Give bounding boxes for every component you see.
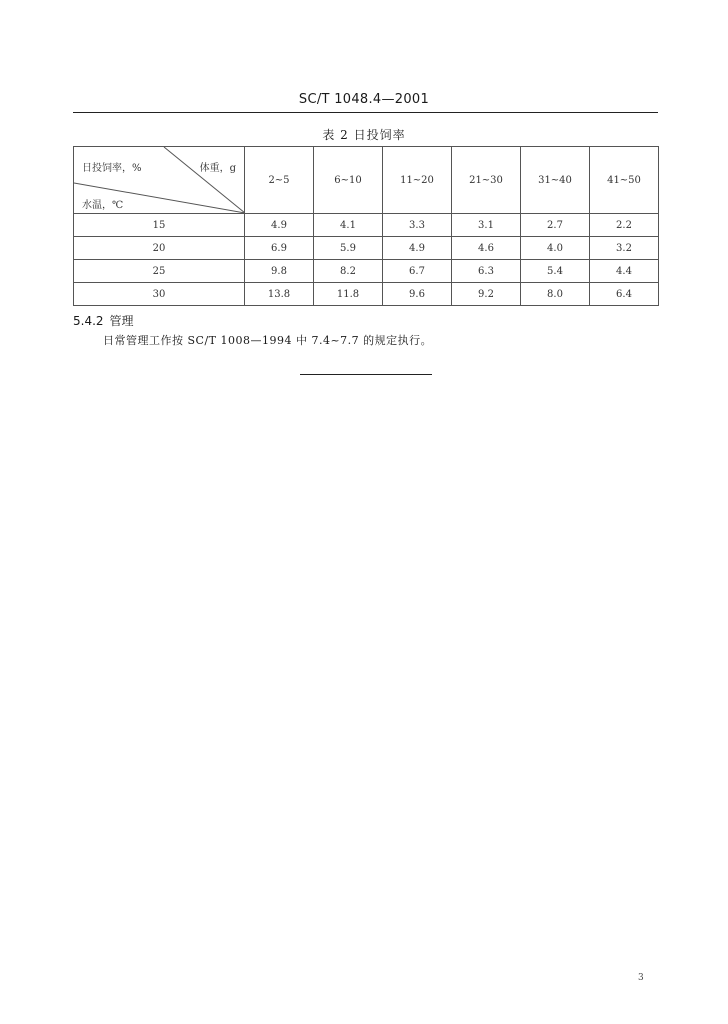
table-row [74,237,659,260]
section-number: 5.4.2 [73,314,104,328]
column-header: 11~20 [383,147,452,214]
rate-cell: 11.8 [314,283,383,306]
table-row [74,260,659,283]
rate-cell: 6.3 [452,260,521,283]
column-header: 31~40 [521,147,590,214]
temp-cell: 30 [74,283,245,306]
rate-cell: 4.9 [245,214,314,237]
rate-cell: 13.8 [245,283,314,306]
column-header: 21~30 [452,147,521,214]
temp-cell: 15 [74,214,245,237]
rate-cell: 5.4 [521,260,590,283]
rate-cell: 4.1 [314,214,383,237]
rate-cell: 2.7 [521,214,590,237]
column-header: 6~10 [314,147,383,214]
corner-label-water-temp: 水温，℃ [82,200,124,211]
rate-cell: 6.7 [383,260,452,283]
rate-cell: 4.6 [452,237,521,260]
corner-label-feeding-rate: 日投饲率，% [82,163,142,174]
rate-cell: 9.2 [452,283,521,306]
column-header: 2~5 [245,147,314,214]
section-title: 管理 [109,314,134,328]
rate-cell: 2.2 [590,214,659,237]
temp-cell: 25 [74,260,245,283]
table-caption: 表 2 日投饲率 [322,128,406,142]
rate-cell: 3.3 [383,214,452,237]
corner-header-cell [74,147,245,214]
table-row [74,283,659,306]
rate-cell: 9.6 [383,283,452,306]
rate-cell: 6.4 [590,283,659,306]
column-header: 41~50 [590,147,659,214]
rate-cell: 4.0 [521,237,590,260]
rate-cell: 3.1 [452,214,521,237]
rate-cell: 6.9 [245,237,314,260]
corner-label-body-weight: 体重，g [199,163,236,174]
rate-cell: 3.2 [590,237,659,260]
rate-cell: 5.9 [314,237,383,260]
rate-cell: 9.8 [245,260,314,283]
rate-cell: 8.2 [314,260,383,283]
rate-cell: 4.9 [383,237,452,260]
table-header-row [74,147,659,214]
table-row [74,214,659,237]
end-rule [300,374,432,375]
page-number: 3 [638,973,644,983]
body-paragraph: 日常管理工作按 SC/T 1008—1994 中 7.4~7.7 的规定执行。 [103,334,433,347]
header-rule [73,112,658,113]
header-standard-code: SC/T 1048.4—2001 [298,92,430,107]
temp-cell: 20 [74,237,245,260]
section-heading [73,312,134,329]
feeding-rate-table [73,146,659,306]
rate-cell: 8.0 [521,283,590,306]
rate-cell: 4.4 [590,260,659,283]
